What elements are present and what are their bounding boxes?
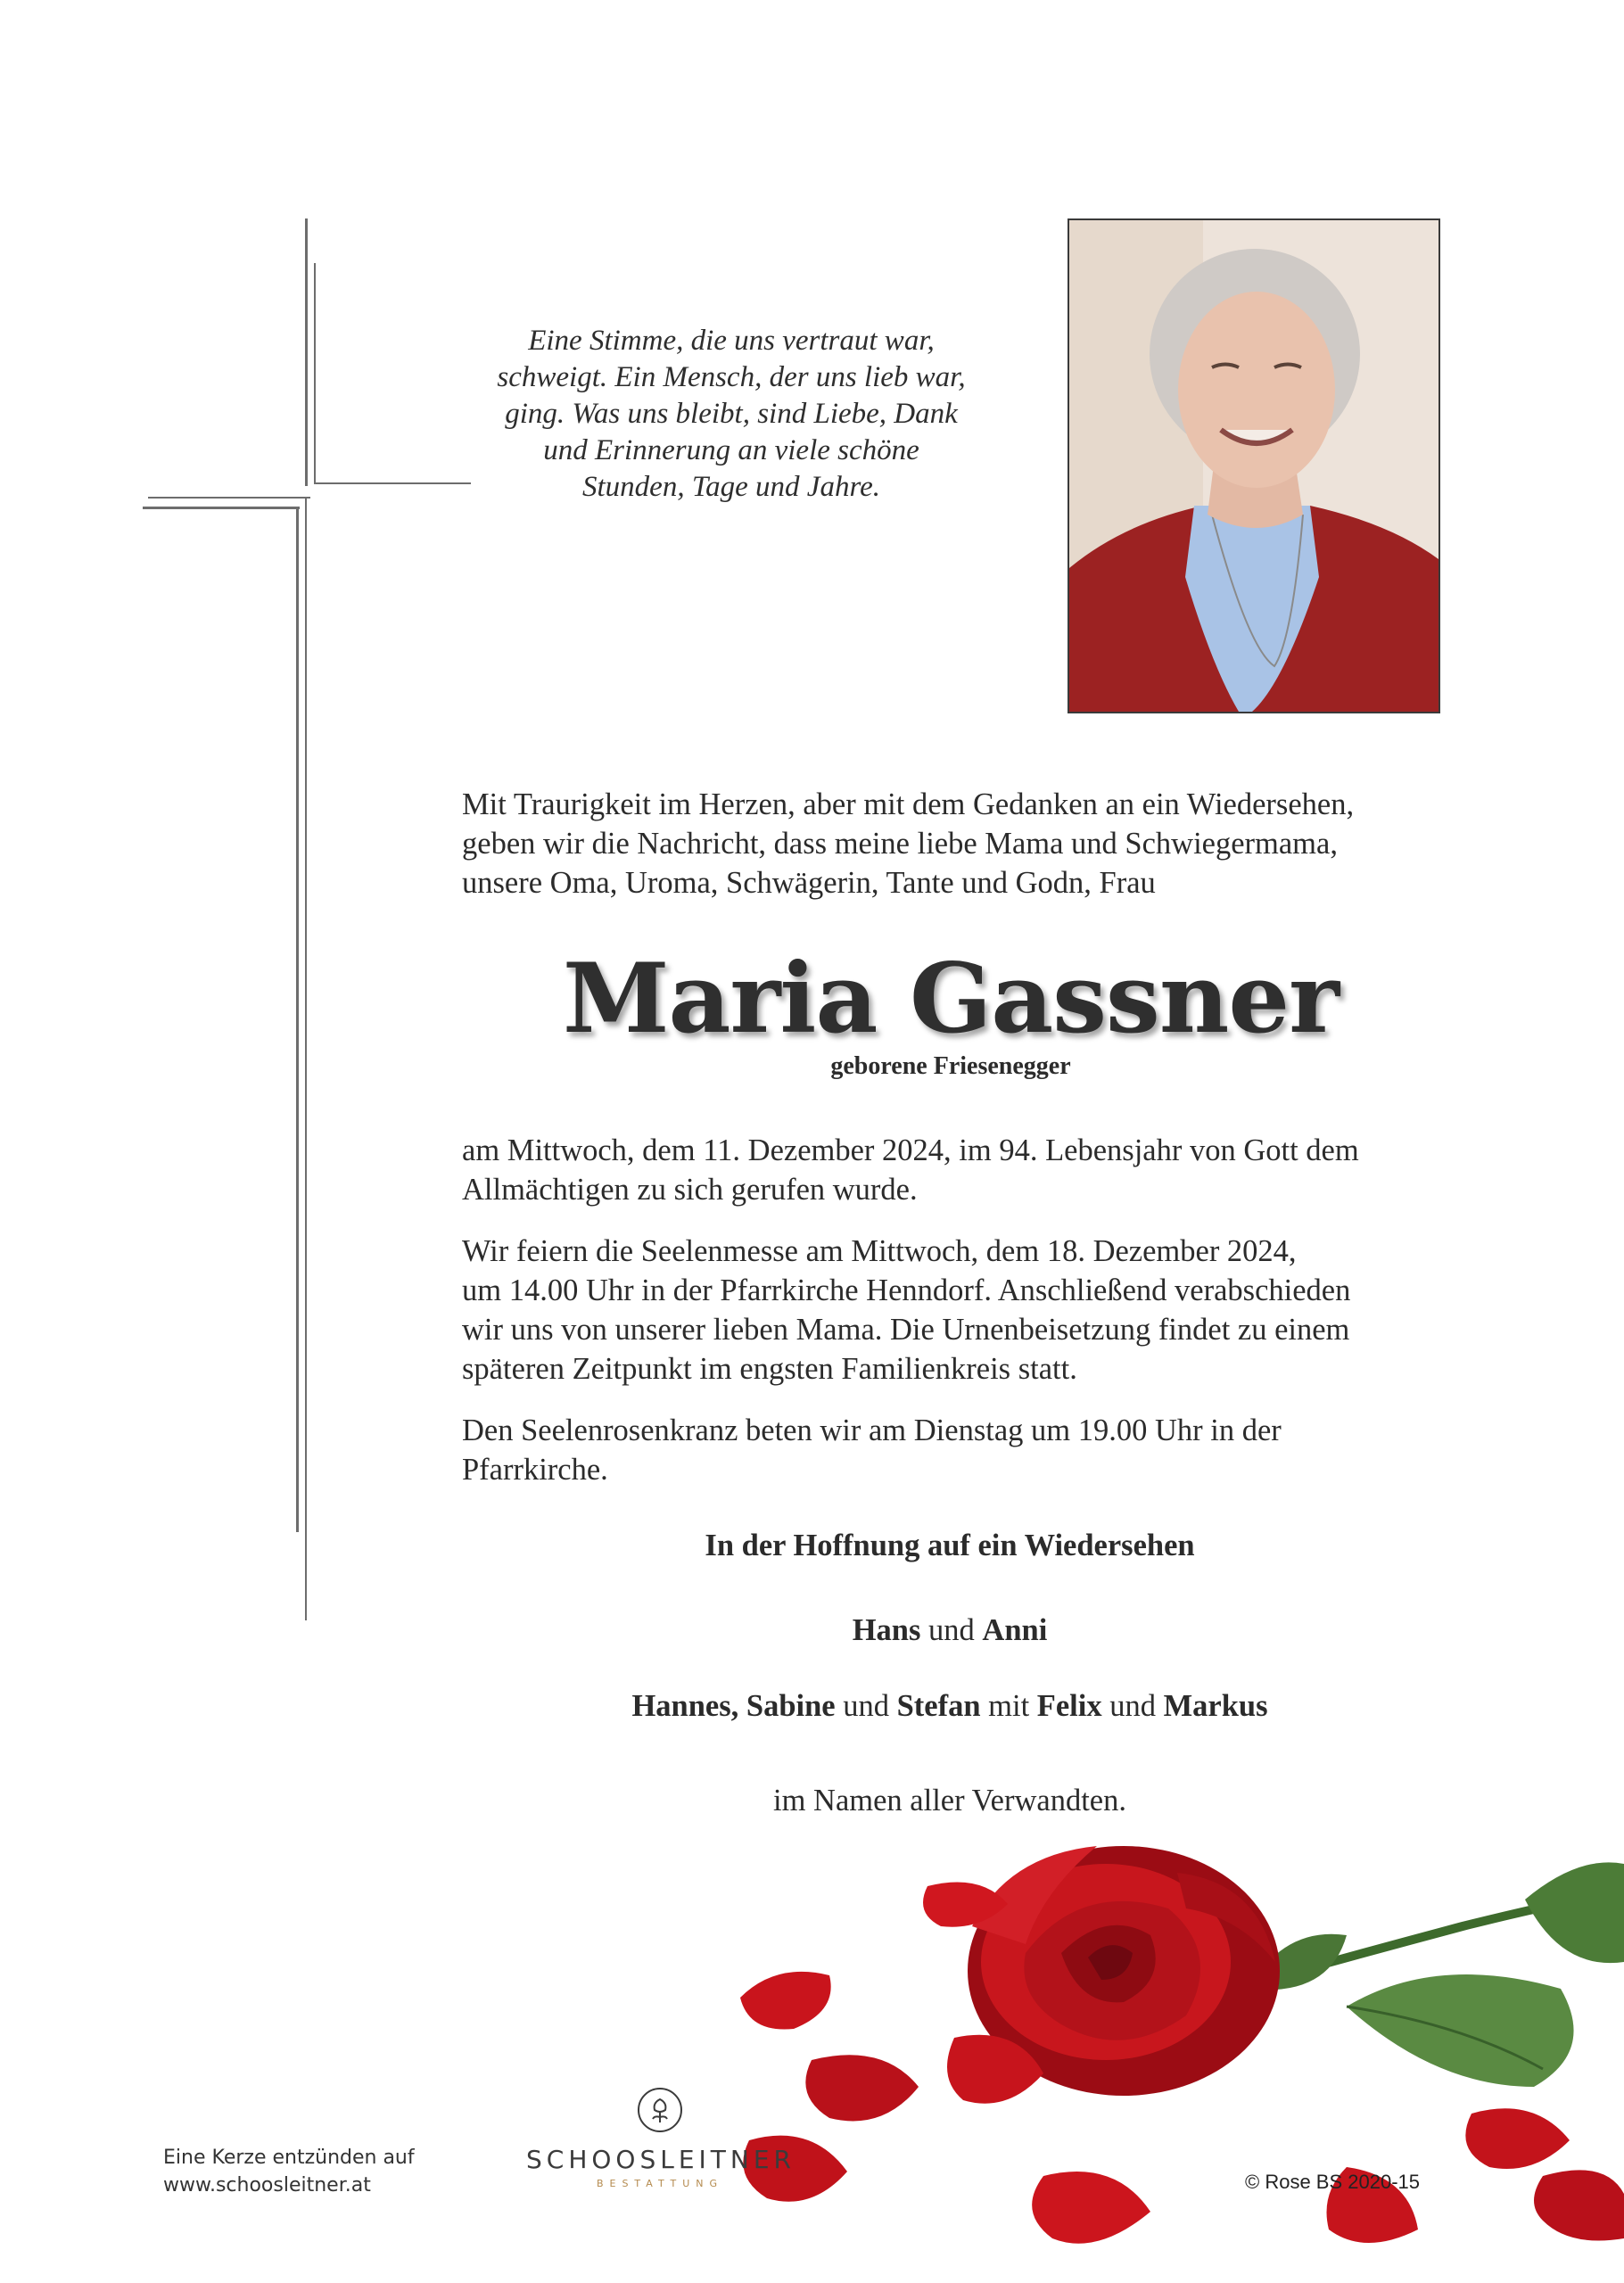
petal-icon	[1465, 2108, 1570, 2169]
portrait-photo	[1068, 218, 1440, 713]
mourners-line-1	[357, 1611, 1543, 1650]
deceased-name: Maria Gassner	[563, 943, 1339, 1055]
quote-line: Stunden, Tage und Jahre.	[582, 471, 880, 503]
mourner-name: Markus	[1163, 1689, 1268, 1723]
mourners-line-2	[357, 1686, 1543, 1726]
quote-line: Eine Stimme, die uns vertraut war,	[528, 325, 935, 357]
mass-line: wir uns von unserer lieben Mama. Die Urnenbeisetzung findet zu einem	[462, 1313, 1350, 1347]
rosary-line: Den Seelenrosenkranz beten wir am Dienstag um 19.00 Uhr in der	[462, 1413, 1282, 1447]
memorial-quote	[446, 323, 1017, 506]
petal-icon	[805, 2055, 919, 2121]
cross-vertical-lower-outer	[305, 497, 307, 1620]
leaf-icon	[1525, 1862, 1624, 1963]
rose-decoration	[705, 1819, 1624, 2283]
mourner-name: Hannes,	[631, 1689, 739, 1723]
death-line: Allmächtigen zu sich gerufen wurde.	[462, 1173, 918, 1207]
intro-paragraph	[462, 785, 1439, 902]
mass-line: um 14.00 Uhr in der Pfarrkirche Henndorf. Anschließend verabschieden	[462, 1273, 1351, 1307]
cross-arm-left-lower	[143, 507, 300, 509]
candle-link[interactable]: www.schoosleitner.at	[163, 2174, 371, 2196]
conjunction: mit	[988, 1689, 1030, 1723]
mourner-name: Anni	[982, 1613, 1048, 1647]
mourner-name: Sabine	[746, 1689, 836, 1723]
brand-subtitle: BESTATTUNG	[596, 2178, 724, 2189]
conjunction: und	[1109, 1689, 1156, 1723]
intro-line: Mit Traurigkeit im Herzen, aber mit dem Gedanken an ein Wiedersehen,	[462, 787, 1355, 821]
quote-line: schweigt. Ein Mensch, der uns lieb war,	[497, 361, 966, 393]
petal-icon	[1032, 2172, 1150, 2244]
cross-vertical-upper	[305, 218, 308, 486]
petal-icon	[1534, 2170, 1624, 2240]
leaf-icon	[1347, 1974, 1574, 2087]
portrait-illustration	[1069, 220, 1439, 712]
mass-line: späteren Zeitpunkt im engsten Familienkreis statt.	[462, 1352, 1077, 1386]
quote-line: und Erinnerung an viele schöne	[543, 434, 919, 466]
rose-logo-icon	[637, 2087, 683, 2133]
funeral-home-logo	[526, 2087, 794, 2189]
conjunction: und	[928, 1613, 975, 1647]
cross-vertical-upper-inner	[314, 263, 316, 483]
image-credit: © Rose BS 2020-15	[1245, 2171, 1420, 2193]
cross-vertical-lower	[296, 507, 299, 1532]
intro-line: geben wir die Nachricht, dass meine liebe Mama und Schwiegermama,	[462, 827, 1338, 861]
death-paragraph	[462, 1131, 1439, 1209]
mass-paragraph	[462, 1232, 1439, 1389]
quote-line: ging. Was uns bleibt, sind Liebe, Dank	[505, 398, 958, 430]
candle-note	[163, 2144, 484, 2199]
mass-line: Wir feiern die Seelenmesse am Mittwoch, dem 18. Dezember 2024,	[462, 1234, 1297, 1268]
cross-ornament	[143, 218, 473, 1628]
candle-text: Eine Kerze entzünden auf	[163, 2147, 415, 2169]
mourner-name: Felix	[1036, 1689, 1102, 1723]
brand-name: SCHOOSLEITNER	[526, 2145, 796, 2174]
petal-icon	[740, 1972, 831, 2030]
intro-line: unsere Oma, Uroma, Schwägerin, Tante und Godn, Frau	[462, 866, 1156, 900]
hope-line: In der Hoffnung auf ein Wiedersehen	[705, 1529, 1195, 1562]
rosary-line: Pfarrkirche.	[462, 1453, 608, 1487]
mourner-name: Hans	[852, 1613, 921, 1647]
death-line: am Mittwoch, dem 11. Dezember 2024, im 94. Lebensjahr von Gott dem	[462, 1133, 1359, 1167]
conjunction: und	[843, 1689, 889, 1723]
cross-arm-left	[148, 497, 310, 499]
rosary-paragraph	[462, 1411, 1439, 1489]
mourner-name: Stefan	[896, 1689, 981, 1723]
maiden-name: geborene Friesenegger	[830, 1052, 1071, 1080]
relatives-line: im Namen aller Verwandten.	[773, 1784, 1126, 1817]
